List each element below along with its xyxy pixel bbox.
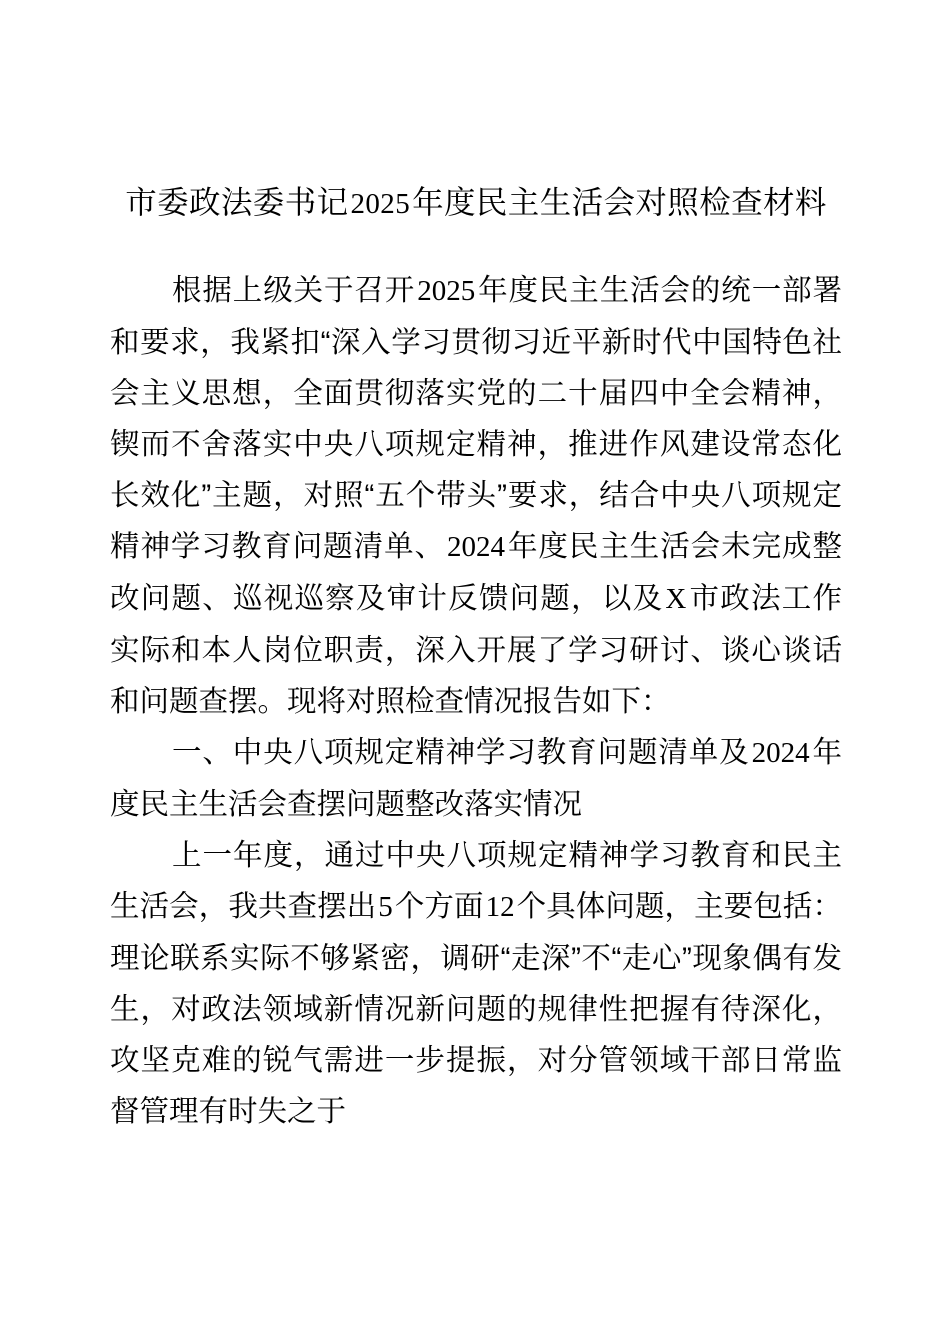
page-title-text: 市委政法委书记2025年度民主生活会对照检查材料 <box>125 184 827 220</box>
paragraph-intro: 根据上级关于召开2025年度民主生活会的统一部署和要求，我紧扣“深入学习贯彻习近平新时代中国特色社会主义思想，全面贯彻落实党的二十届四中全会精神，锲而不舍落实中央八项规定精神，推进作风建设常态化长效化”主题，对照“五个带头”要求，结合中央八项规定精神学习教育问题清单、2024年度民主生活会未完成整改问题、巡视巡察及审计反馈问题，以及X市政法工作实际和本人岗位职责，深入开展了学习研讨、谈心谈话和问题查摆。现将对照检查情况报告如下： <box>110 274 842 718</box>
section-heading-one: 一、中央八项规定精神学习教育问题清单及2024年度民主生活会查摆问题整改落实情况 <box>110 736 842 821</box>
paragraph-section-one-body: 上一年度，通过中央八项规定精神学习教育和民主生活会，我共查摆出5个方面12个具体问题，主要包括：理论联系实际不够紧密，调研“走深”不“走心”现象偶有发生，对政法领域新情况新问题的规律性把握有待深化，攻坚克难的锐气需进一步提振，对分管领域干部日常监督管理有时失之于 <box>110 839 842 1128</box>
page-title <box>110 0 842 235</box>
document-body <box>110 0 842 1137</box>
